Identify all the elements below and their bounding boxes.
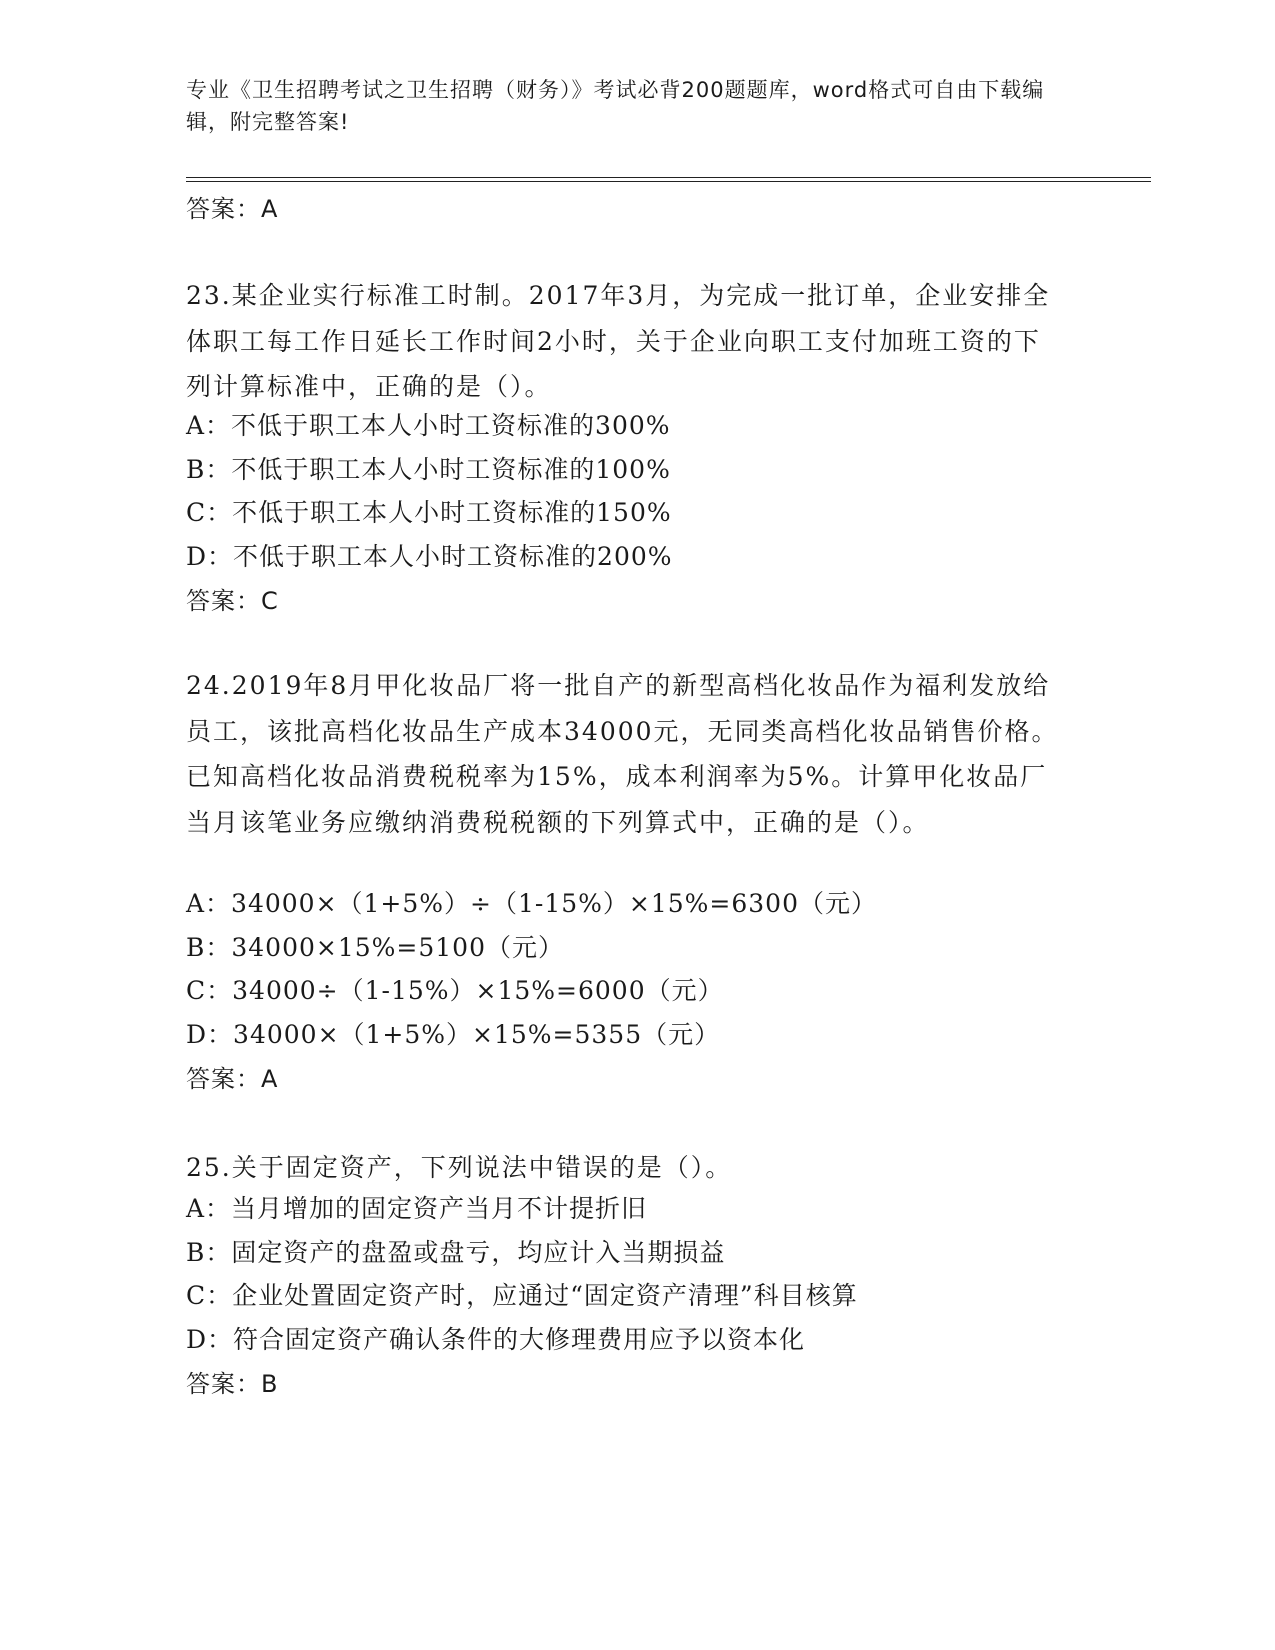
question-23-option-a: A：不低于职工本人小时工资标准的300% [186,411,671,440]
question-23-option-d: D：不低于职工本人小时工资标准的200% [186,542,673,571]
question-25-option-b: B：固定资产的盘盈或盘亏，均应计入当期损益 [186,1238,726,1267]
page-header: 专业《卫生招聘考试之卫生招聘（财务）》考试必背200题题库，word格式可自由下载编辑，附完整答案! [186,78,1045,134]
question-23-answer: 答案：C [186,587,279,615]
question-23-stem: 23.某企业实行标准工时制。2017年3月，为完成一批订单，企业安排全体职工每工作日延长工作时间2小时，关于企业向职工支付加班工资的下列计算标准中，正确的是（）。 [186,281,1051,401]
question-24-answer: 答案：A [186,1065,279,1093]
header-rule-top [186,177,1151,178]
question-25-option-c: C：企业处置固定资产时，应通过“固定资产清理”科目核算 [186,1281,858,1310]
question-24-option-c: C：34000÷（1-15%）×15%=6000（元） [186,976,724,1005]
question-24-option-b: B：34000×15%=5100（元） [186,933,564,962]
question-25-stem: 25.关于固定资产，下列说法中错误的是（）。 [186,1153,733,1182]
question-25-answer: 答案：B [186,1370,279,1398]
question-23-option-b: B：不低于职工本人小时工资标准的100% [186,455,671,484]
header-rule-bottom [186,181,1151,182]
previous-answer: 答案：A [186,195,279,223]
question-25-option-d: D：符合固定资产确认条件的大修理费用应予以资本化 [186,1325,806,1354]
question-23-option-c: C：不低于职工本人小时工资标准的150% [186,498,672,527]
question-24-option-d: D：34000×（1+5%）×15%=5355（元） [186,1020,721,1049]
question-24-stem: 24.2019年8月甲化妆品厂将一批自产的新型高档化妆品作为福利发放给员工，该批高档化妆品生产成本34000元，无同类高档化妆品销售价格。已知高档化妆品消费税税率为15%，成本利润率为5%。计算甲化妆品厂当月该笔业务应缴纳消费税税额的下列算式中，正确的是（）。 [186,671,1059,837]
question-24-option-a: A：34000×（1+5%）÷（1-15%）×15%=6300（元） [186,889,877,918]
question-25-option-a: A：当月增加的固定资产当月不计提折旧 [186,1194,648,1223]
